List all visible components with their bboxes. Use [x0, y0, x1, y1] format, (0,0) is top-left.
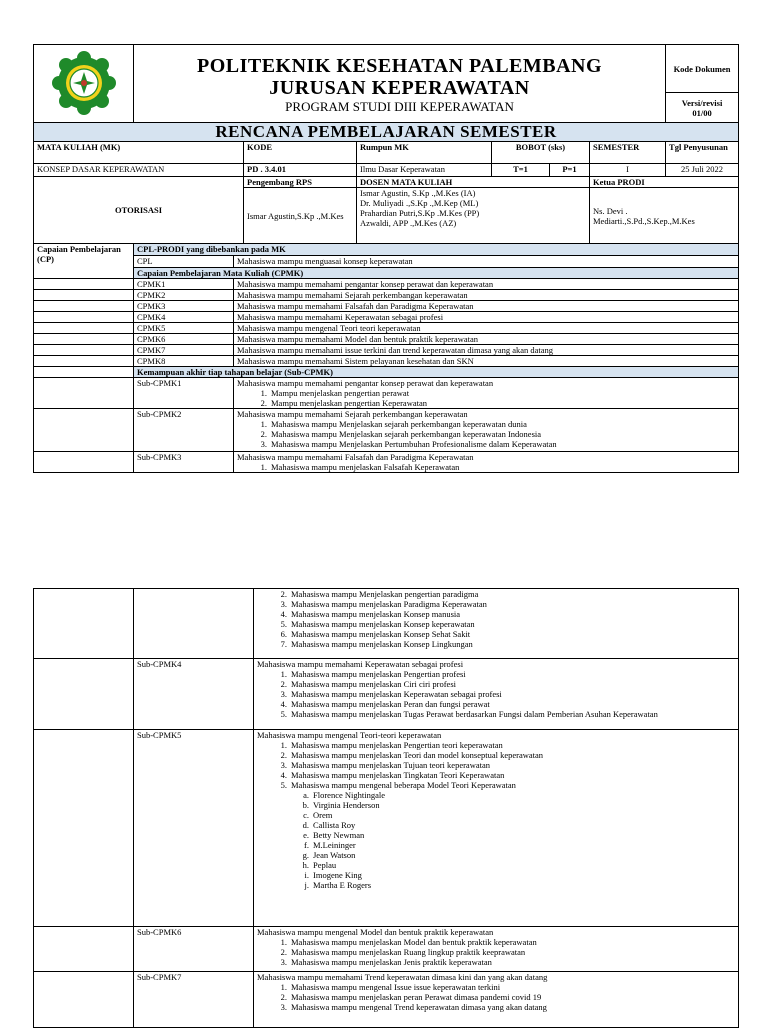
sub-cpmk-item	[257, 619, 735, 629]
cp-label-spacer	[34, 334, 134, 345]
cpmk-heading: Capaian Pembelajaran Mata Kuliah (CPMK)	[134, 268, 739, 279]
course-date: 25 Juli 2022	[666, 164, 739, 177]
sub-cpmk-title: Mahasiswa mampu memahami Keperawatan sebagai profesi	[257, 659, 464, 669]
ketua-name-line: Mediarti.,S.Pd.,S.Kep.,M.Kes	[593, 215, 695, 226]
sub-cpmk-content	[254, 972, 739, 1028]
item-text: Orem	[313, 810, 333, 820]
bobot-teori: T=1	[492, 164, 550, 177]
item-text: Mahasiswa mampu menjelaskan Ciri ciri profesi	[291, 679, 456, 689]
sub-cpmk-item	[257, 790, 735, 800]
program-name: PROGRAM STUDI DIII KEPERAWATAN	[285, 99, 514, 114]
sub-cpmk-item	[257, 982, 735, 992]
item-number: 3.	[280, 689, 287, 699]
course-code: PD . 3.4.01	[244, 164, 357, 177]
item-number: 7.	[280, 639, 287, 649]
item-number: 6.	[280, 629, 287, 639]
cpmk-code: CPMK4	[134, 312, 234, 323]
cpmk-code: CPMK3	[134, 301, 234, 312]
item-number: h.	[302, 860, 309, 870]
item-text: Mahasiswa mampu menjelaskan Falsafah Keperawatan	[271, 462, 460, 472]
sub-cpmk-title: Mahasiswa mampu memahami Trend keperawatan dimasa kini dan yang akan datang	[257, 972, 548, 982]
cpmk-text: Mahasiswa mampu memahami Falsafah dan Paradigma Keperawatan	[234, 301, 739, 312]
sub-cpmk-item	[257, 679, 735, 689]
course-name: KONSEP DASAR KEPERAWATAN	[34, 164, 244, 177]
item-number: 1.	[280, 937, 287, 947]
item-number: 1.	[280, 982, 287, 992]
item-number: 4.	[280, 699, 287, 709]
sub-cpmk-item	[257, 992, 735, 1002]
item-number: 1.	[280, 740, 287, 750]
sub-cpmk-item	[237, 419, 735, 429]
col-bobot-header: BOBOT (sks)	[492, 142, 590, 164]
item-text: Mahasiswa mampu menjelaskan Pengertian profesi	[291, 669, 466, 679]
sub-cpmk-content	[254, 589, 739, 659]
sub-cpmk-item	[237, 398, 735, 408]
item-number: 3.	[280, 760, 287, 770]
item-number: f.	[304, 840, 309, 850]
sub-cpmk-title: Mahasiswa mampu memahami Sejarah perkembangan keperawatan	[237, 409, 468, 419]
cpl-text: Mahasiswa mampu menguasai konsep keperawatan	[234, 256, 739, 268]
logo-cell	[34, 45, 134, 123]
cpmk-text: Mahasiswa mampu mengenal Teori teori keperawatan	[234, 323, 739, 334]
bobot-praktik: P=1	[550, 164, 590, 177]
sub-cpmk-item	[257, 850, 735, 860]
sub-cpmk-item	[257, 699, 735, 709]
cpmk-text: Mahasiswa mampu memahami pengantar konsep perawat dan keperawatan	[234, 279, 739, 290]
sub-cpmk-code: Sub-CPMK3	[134, 452, 234, 473]
cpmk-row	[34, 356, 739, 367]
sub-cpmk-code: Sub-CPMK4	[134, 659, 254, 730]
cpmk-text: Mahasiswa mampu memahami Model dan bentuk praktik keperawatan	[234, 334, 739, 345]
sub-cpmk-item	[257, 639, 735, 649]
item-text: Peplau	[313, 860, 337, 870]
item-text: Mahasiswa mampu menjelaskan Konsep Sehat Sakit	[291, 629, 471, 639]
institution-name: POLITEKNIK KESEHATAN PALEMBANG	[196, 55, 603, 77]
item-number: i.	[304, 870, 309, 880]
cp-label-spacer	[34, 356, 134, 367]
institution-block	[134, 45, 666, 123]
sub-cpmk-item	[257, 589, 735, 599]
cpmk-code: CPMK7	[134, 345, 234, 356]
document-title: RENCANA PEMBELAJARAN SEMESTER	[34, 123, 739, 142]
sub-cpmk-content	[254, 730, 739, 927]
sub-cpmk-item	[257, 840, 735, 850]
cp-label-spacer	[34, 589, 134, 659]
cp-table	[33, 243, 739, 473]
cp-label-spacer	[34, 312, 134, 323]
item-text: Mampu menjelaskan pengertian perawat	[271, 388, 410, 398]
cp-label-spacer	[34, 323, 134, 334]
department-name: JURUSAN KEPERAWATAN	[269, 77, 530, 99]
item-text: Mampu menjelaskan pengertian Keperawatan	[271, 398, 428, 408]
item-number: 1.	[280, 669, 287, 679]
ketua-name-line: Ns. Devi .	[593, 205, 628, 216]
cpmk-row	[34, 290, 739, 301]
sub-cpmk-rows-page-2	[34, 589, 739, 1028]
sub-cpmk-content	[234, 409, 739, 452]
dosen-name: Azwaldi, APP .,M.Kes (AZ)	[360, 218, 457, 228]
item-text: Mahasiswa mampu menjelaskan Model dan bentuk praktik keperawatan	[291, 937, 537, 947]
sub-cpmk-item	[257, 937, 735, 947]
sub-cpmk-code	[134, 589, 254, 659]
sub-cpmk-item	[257, 760, 735, 770]
sub-cpmk-code: Sub-CPMK2	[134, 409, 234, 452]
versi-label: Versi/revisi	[681, 97, 723, 108]
item-text: Jean Watson	[313, 850, 356, 860]
rps-page-2	[33, 588, 738, 1028]
sub-cpmk-row	[34, 730, 739, 927]
sub-cpmk-item	[257, 957, 735, 967]
sub-cpmk-row	[34, 659, 739, 730]
item-text: Mahasiswa mampu menjelaskan Konsep manusia	[291, 609, 461, 619]
item-text: Mahasiswa mampu menjelaskan Tujuan teori keperawatan	[291, 760, 490, 770]
item-text: Betty Newman	[313, 830, 365, 840]
rps-header-table	[33, 44, 739, 244]
cpmk-text: Mahasiswa mampu memahami Sistem pelayanan kesehatan dan SKN	[234, 356, 739, 367]
cp-label: Capaian Pembelajaran (CP)	[34, 244, 134, 279]
sub-cpmk-title: Mahasiswa mampu mengenal Teori-teori keperawatan	[257, 730, 442, 740]
course-rumpun: Ilmu Dasar Keperawatan	[357, 164, 492, 177]
sub-cpmk-item	[257, 709, 735, 719]
sub-cpmk-item	[257, 800, 735, 810]
item-text: Florence Nightingale	[313, 790, 385, 800]
item-number: c.	[303, 810, 309, 820]
cpmk-code: CPMK1	[134, 279, 234, 290]
item-number: 1.	[260, 462, 267, 472]
cpl-heading: CPL-PRODI yang dibebankan pada MK	[134, 244, 739, 256]
poltekkes-logo	[51, 50, 117, 116]
sub-cpmk-item	[257, 750, 735, 760]
item-text: Mahasiswa mampu menjelaskan Konsep keperawatan	[291, 619, 475, 629]
cp-label-spacer	[34, 367, 134, 378]
sub-cpmk-item	[257, 629, 735, 639]
sub-cpmk-row	[34, 927, 739, 972]
col-tgl-header: Tgl Penyusunan	[666, 142, 739, 164]
cpmk-row	[34, 334, 739, 345]
item-text: Mahasiswa mampu menjelaskan Pengertian teori keperawatan	[291, 740, 503, 750]
cp-label-spacer	[34, 409, 134, 452]
sub-cpmk-title: Mahasiswa mampu memahami pengantar konsep perawat dan keperawatan	[237, 378, 494, 388]
sub-cpmk-item	[237, 462, 735, 472]
cpmk-row	[34, 323, 739, 334]
item-text: Mahasiswa mampu menjelaskan Ruang lingkup praktik keeprawatan	[291, 947, 526, 957]
col-semester-header: SEMESTER	[590, 142, 666, 164]
sub-cpmk-item	[257, 770, 735, 780]
item-number: 1.	[260, 388, 267, 398]
item-number: 3.	[280, 1002, 287, 1012]
item-number: j.	[304, 880, 309, 890]
cp-label-spacer	[34, 659, 134, 730]
cpmk-row	[34, 345, 739, 356]
cp-label-spacer	[34, 378, 134, 409]
cpl-code: CPL	[134, 256, 234, 268]
sub-cpmk-item	[237, 388, 735, 398]
cp-label-spacer	[34, 345, 134, 356]
sub-cpmk-row	[34, 972, 739, 1028]
sub-cpmk-item	[257, 830, 735, 840]
cpmk-text: Mahasiswa mampu memahami Keperawatan sebagai profesi	[234, 312, 739, 323]
sub-cpmk-content	[234, 378, 739, 409]
sub-cpmk-content	[254, 659, 739, 730]
item-number: 5.	[280, 709, 287, 719]
item-number: 2.	[260, 398, 267, 408]
sub-cpmk-code: Sub-CPMK7	[134, 972, 254, 1028]
item-number: d.	[302, 820, 309, 830]
col-mk-header: MATA KULIAH (MK)	[34, 142, 244, 164]
pengembang-label: Pengembang RPS	[244, 177, 357, 188]
item-number: 3.	[280, 957, 287, 967]
sub-cpmk-rows-page-1	[34, 378, 739, 473]
item-number: 2.	[280, 679, 287, 689]
item-text: Mahasiswa mampu mengenal beberapa Model Teori Keperawatan	[291, 780, 516, 790]
sub-cpmk-item	[257, 820, 735, 830]
item-number: a.	[303, 790, 309, 800]
sub-cpmk-code: Sub-CPMK6	[134, 927, 254, 972]
sub-cpmk-title: Mahasiswa mampu memahami Falsafah dan Paradigma Keperawatan	[237, 452, 474, 462]
sub-cpmk-content	[254, 927, 739, 972]
item-number: 2.	[280, 750, 287, 760]
sub-cpmk-heading: Kemampuan akhir tiap tahapan belajar (Sub-CPMK)	[134, 367, 739, 378]
sub-cpmk-item	[257, 860, 735, 870]
item-number: 4.	[280, 770, 287, 780]
cp-label-spacer	[34, 972, 134, 1028]
cpmk-rows	[34, 279, 739, 367]
rps-page-1	[33, 44, 738, 473]
sub-cpmk-item	[257, 947, 735, 957]
sub-cpmk-item	[237, 439, 735, 449]
sub-cpmk-item	[257, 1002, 735, 1012]
otorisasi-label: OTORISASI	[34, 177, 244, 244]
item-text: Mahasiswa mampu menjelaskan Konsep Lingkungan	[291, 639, 473, 649]
cp-label-spacer	[34, 290, 134, 301]
ketua-label: Ketua PRODI	[590, 177, 739, 188]
item-number: 3.	[280, 599, 287, 609]
item-number: 5.	[280, 780, 287, 790]
course-semester: I	[590, 164, 666, 177]
cp-label-spacer	[34, 730, 134, 927]
item-number: 1.	[260, 419, 267, 429]
item-text: Mahasiswa mampu menjelaskan Jenis praktik keperawatan	[291, 957, 492, 967]
sub-cpmk-content	[234, 452, 739, 473]
item-number: 3.	[260, 439, 267, 449]
sub-cpmk-row	[34, 452, 739, 473]
item-number: 2.	[280, 992, 287, 1002]
versi-cell	[666, 93, 739, 123]
cpmk-code: CPMK5	[134, 323, 234, 334]
cp-label-spacer	[34, 452, 134, 473]
col-kode-header: KODE	[244, 142, 357, 164]
item-number: 5.	[280, 619, 287, 629]
cpmk-row	[34, 312, 739, 323]
item-number: g.	[302, 850, 309, 860]
cpmk-code: CPMK6	[134, 334, 234, 345]
sub-cpmk-item	[257, 689, 735, 699]
cpmk-row	[34, 301, 739, 312]
sub-cpmk-item	[257, 609, 735, 619]
dosen-name: Ismar Agustin, S.Kp .,M.Kes (IA)	[360, 188, 476, 198]
cp-label-spacer	[34, 301, 134, 312]
sub-cpmk-title: Mahasiswa mampu mengenal Model dan bentuk praktik keperawatan	[257, 927, 494, 937]
item-text: Mahasiswa mampu menjelaskan Teori dan model konseptual keperawatan	[291, 750, 544, 760]
sub-cpmk-code: Sub-CPMK1	[134, 378, 234, 409]
versi-value: 01/00	[692, 107, 712, 118]
pengembang-name: Ismar Agustin,S.Kp .,M.Kes	[244, 188, 357, 244]
sub-cpmk-item	[257, 740, 735, 750]
col-rumpun-header: Rumpun MK	[357, 142, 492, 164]
sub-cpmk-continuation-table	[33, 588, 739, 1028]
kode-dokumen-label: Kode Dokumen	[666, 45, 739, 93]
dosen-label: DOSEN MATA KULIAH	[357, 177, 590, 188]
item-text: Imogene King	[313, 870, 362, 880]
sub-cpmk-code: Sub-CPMK5	[134, 730, 254, 927]
item-text: Mahasiswa mampu mengenal Issue issue keperawatan terkini	[291, 982, 501, 992]
dosen-name: Prahardian Putri,S.Kp .M.Kes (PP)	[360, 208, 480, 218]
item-text: Virginia Henderson	[313, 800, 380, 810]
cp-label-spacer	[34, 279, 134, 290]
sub-cpmk-item	[237, 429, 735, 439]
sub-cpmk-item	[257, 599, 735, 609]
sub-cpmk-row	[34, 378, 739, 409]
sub-cpmk-item	[257, 880, 735, 890]
sub-cpmk-item	[257, 870, 735, 880]
sub-cpmk-row	[34, 589, 739, 659]
sub-cpmk-item	[257, 810, 735, 820]
item-text: Mahasiswa mampu menjelaskan peran Perawat dimasa pandemi covid 19	[291, 992, 542, 1002]
item-text: Mahasiswa mampu mengenal Trend keperawatan dimasa yang akan datang	[291, 1002, 547, 1012]
item-text: M.Leininger	[313, 840, 356, 850]
item-text: Mahasiswa mampu Menjelaskan sejarah perkembangan keperawatan Indonesia	[271, 429, 542, 439]
item-text: Mahasiswa mampu menjelaskan Keperawatan sebagai profesi	[291, 689, 502, 699]
cpmk-text: Mahasiswa mampu memahami Sejarah perkembangan keperawatan	[234, 290, 739, 301]
item-text: Mahasiswa mampu menjelaskan Paradigma Keperawatan	[291, 599, 487, 609]
item-text: Mahasiswa mampu menjelaskan Tugas Perawat berdasarkan Fungsi dalam Pemberian Asuhan Keperawatan	[291, 709, 658, 719]
item-text: Mahasiswa mampu Menjelaskan Pertumbuhan Profesionalisme dalam Keperawatan	[271, 439, 557, 449]
item-text: Mahasiswa mampu menjelaskan Peran dan fungsi perawat	[291, 699, 490, 709]
sub-cpmk-item	[257, 669, 735, 679]
cpmk-code: CPMK8	[134, 356, 234, 367]
item-number: 2.	[280, 589, 287, 599]
item-text: Martha E Rogers	[313, 880, 372, 890]
dosen-name: Dr. Muliyadi .,S.Kp .,M.Kep (ML)	[360, 198, 479, 208]
item-number: e.	[303, 830, 309, 840]
cp-label-spacer	[34, 927, 134, 972]
cpmk-code: CPMK2	[134, 290, 234, 301]
item-number: 2.	[280, 947, 287, 957]
cpmk-row	[34, 279, 739, 290]
item-text: Mahasiswa mampu menjelaskan Tingkatan Teori Keperawatan	[291, 770, 505, 780]
dosen-list	[357, 188, 590, 244]
item-number: 2.	[260, 429, 267, 439]
ketua-prodi	[590, 188, 739, 244]
item-text: Callista Roy	[313, 820, 356, 830]
item-number: 4.	[280, 609, 287, 619]
sub-cpmk-item	[257, 780, 735, 790]
item-number: b.	[302, 800, 309, 810]
item-text: Mahasiswa mampu Menjelaskan sejarah perkembangan keperawatan dunia	[271, 419, 527, 429]
cpmk-text: Mahasiswa mampu memahami issue terkini dan trend keperawatan dimasa yang akan datang	[234, 345, 739, 356]
item-text: Mahasiswa mampu Menjelaskan pengertian paradigma	[291, 589, 479, 599]
sub-cpmk-row	[34, 409, 739, 452]
